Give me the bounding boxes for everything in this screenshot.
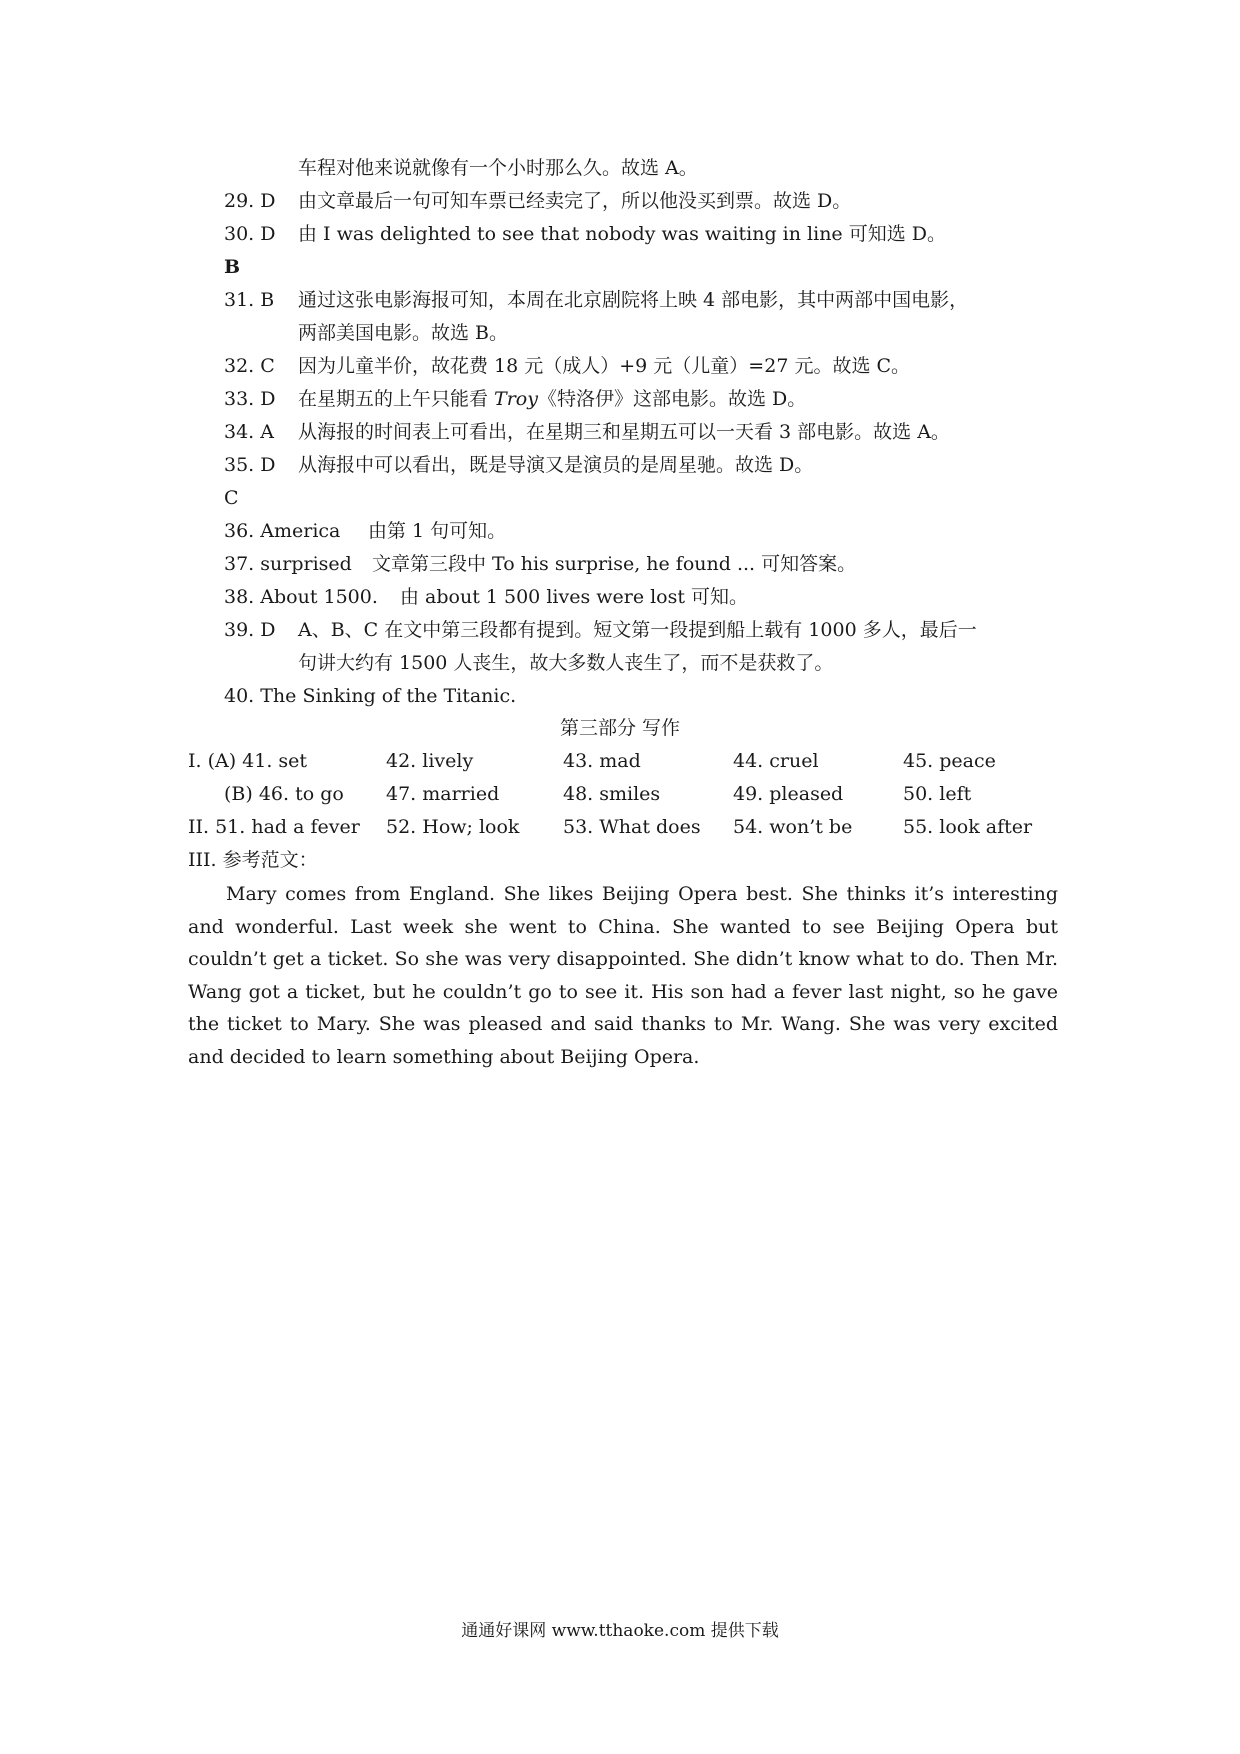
writing-cell: I. (A) 41. set — [188, 750, 308, 772]
movie-title-italic: Troy — [494, 388, 538, 410]
answer-explanation — [298, 387, 806, 411]
writing-cell: 55. look after — [903, 816, 1033, 838]
answer-number: 32. C — [224, 355, 275, 377]
answer-number: 35. D — [224, 454, 276, 476]
writing-cell: 42. lively — [386, 750, 474, 772]
writing-cell: 48. smiles — [563, 783, 661, 805]
writing-cell: 44. cruel — [733, 750, 819, 772]
answer-number: 30. D — [224, 223, 276, 245]
writing-cell: 47. married — [386, 783, 500, 805]
answer-number: 40. The Sinking of the Titanic. — [224, 685, 517, 707]
answer-number: 34. A — [224, 421, 274, 443]
answer-number: 29. D — [224, 190, 276, 212]
writing-cell: 54. won’t be — [733, 816, 853, 838]
answer-explanation: 由第 1 句可知。 — [368, 520, 507, 542]
part-three-title: 第三部分 写作 — [559, 717, 681, 739]
explanation-part: 在星期五的上午只能看 — [298, 388, 495, 410]
writing-cell: (B) 46. to go — [224, 783, 344, 805]
answer-explanation: 从海报中可以看出，既是导演又是演员的是周星驰。故选 D。 — [298, 454, 814, 476]
answer-explanation: 文章第三段中 To his surprise, he found ... 可知答案。 — [372, 553, 857, 575]
answer-explanation-continuation: 句讲大约有 1500 人丧生，故大多数人丧生了，而不是获救了。 — [298, 652, 834, 674]
writing-cell: 53. What does — [563, 816, 701, 838]
writing-cell: 43. mad — [563, 750, 641, 772]
answer-number: 33. D — [224, 388, 276, 410]
answer-28-continuation: 车程对他来说就像有一个小时那么久。故选 A。 — [298, 157, 698, 179]
section-label-c: C — [224, 487, 239, 509]
answer-explanation: 由文章最后一句可知车票已经卖完了，所以他没买到票。故选 D。 — [298, 190, 852, 212]
answer-number: 37. surprised — [224, 553, 352, 575]
answer-explanation: 由 about 1 500 lives were lost 可知。 — [400, 586, 749, 608]
answer-explanation-continuation: 两部美国电影。故选 B。 — [298, 322, 509, 344]
writing-cell: 45. peace — [903, 750, 996, 772]
answer-explanation: 由 I was delighted to see that nobody was waiting in line 可知选 D。 — [298, 223, 946, 245]
answer-explanation: 通过这张电影海报可知，本周在北京剧院将上映 4 部电影，其中两部中国电影， — [298, 289, 969, 311]
section-label-b: B — [224, 256, 241, 278]
writing-cell: 52. How; look — [386, 816, 520, 838]
answer-number: 36. America — [224, 520, 341, 542]
writing-cell: 50. left — [903, 783, 972, 805]
answer-number: 31. B — [224, 289, 275, 311]
answer-number: 39. D — [224, 619, 276, 641]
answer-explanation: 因为儿童半价，故花费 18 元（成人）+9 元（儿童）=27 元。故选 C。 — [298, 355, 911, 377]
model-essay: Mary comes from England. She likes Beijing Opera best. She thinks it’s interesting and wonderful. Last week she went to China. She wanted to see Beijing Opera but couldn’t get a ticket. So she was very disappointed. She didn’t know what to do. Then Mr. Wang got a ticket, but he couldn’t go to see it. His son had a fever last night, so he gave the ticket to Mary. She was pleased and said thanks to Mr. Wang. She was very excited and decided to learn something about Beijing Opera. — [188, 883, 1058, 1068]
explanation-part: 《特洛伊》这部电影。故选 D。 — [537, 388, 807, 410]
answer-explanation: 从海报的时间表上可看出，在星期三和星期五可以一天看 3 部电影。故选 A。 — [298, 421, 950, 443]
writing-cell: II. 51. had a fever — [188, 816, 360, 838]
essay-label: III. 参考范文： — [188, 849, 318, 871]
page-footer: 通通好课网 www.tthaoke.com 提供下载 — [461, 1621, 779, 1641]
writing-cell: 49. pleased — [733, 783, 844, 805]
answer-explanation: A、B、C 在文中第三段都有提到。短文第一段提到船上载有 1000 多人，最后一 — [298, 619, 977, 641]
answer-number: 38. About 1500. — [224, 586, 378, 608]
